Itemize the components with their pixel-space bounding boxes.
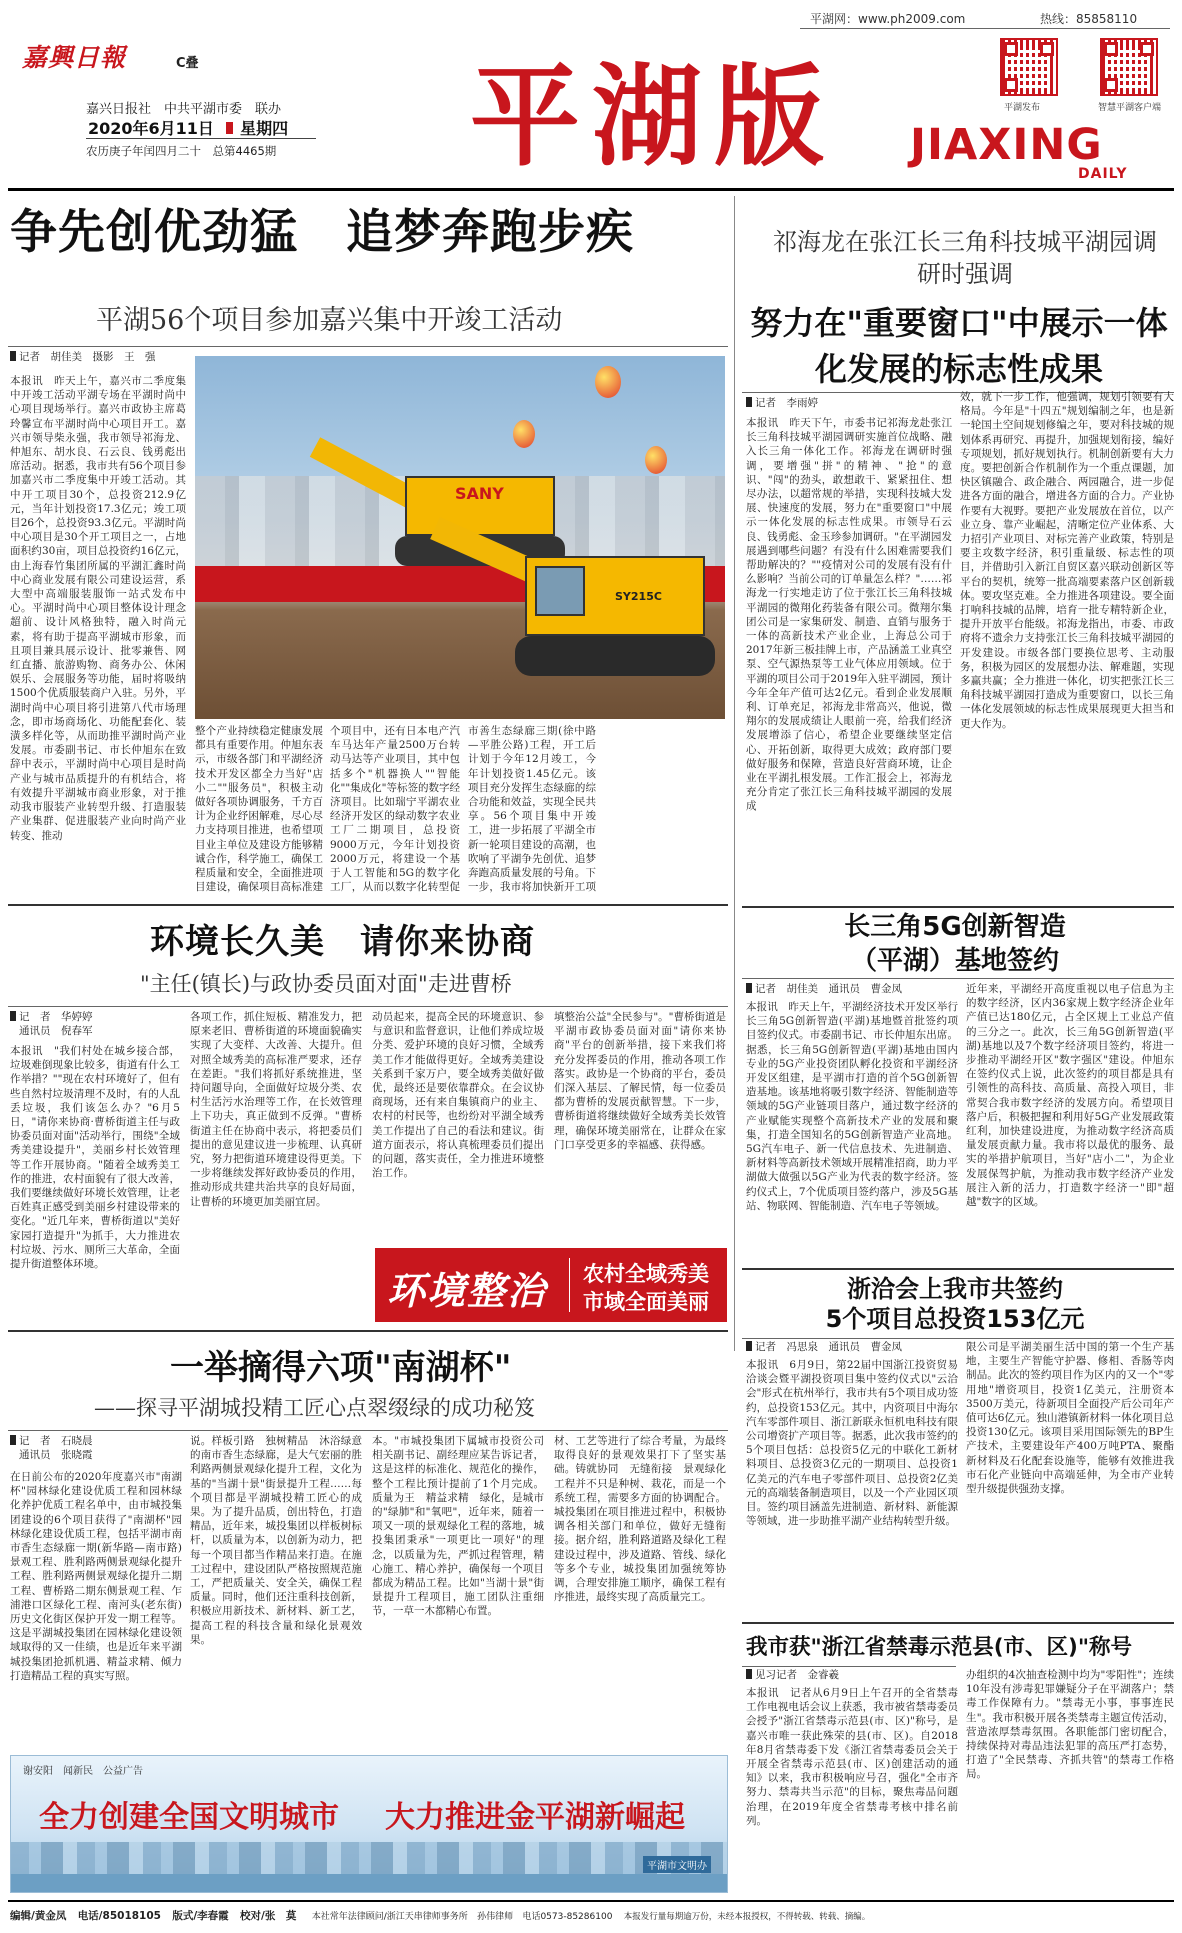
nanhu-column-4: 材、工艺等进行了综合考量，为最终取得良好的景观效果打下了坚实基础。铸就协同 无缝衔接 景观绿化工程并不只是种树、栽花，而是一个系统工程，需要多方面的协调配合。城投集团在项目推进过程中，积极协调各相关部门和单位，做好无缝衔接。据介绍，胜利路道路及绿化工程建设过程中，涉及道路、管线、绿化等多个专业，城投集团加强统筹协调，合理安排施工顺序，确保工程有序推进，最终实现了高质量完工。 bbox=[554, 1435, 726, 1604]
paper-logo-text: 嘉興日報 bbox=[22, 43, 127, 72]
footer-lawyer: 孙伟律师 bbox=[477, 1912, 514, 1922]
footer-editor: 编辑/黄金凤 bbox=[10, 1910, 67, 1922]
weekday-text: 星期四 bbox=[240, 119, 289, 138]
right4-headline: 我市获"浙江省禁毒示范县(市、区)"称号 bbox=[746, 1635, 1133, 1660]
nanhu-byline-2: 通讯员 张晓霞 bbox=[19, 1449, 93, 1461]
right1-column-1: 本报讯 昨天下午，市委书记祁海龙赴张江长三角科技城平湖园调研实施首位战略、融入长三角一体化工作。祁海龙在调研时强调，要增强"拼"的精神、"抢"的意识、"闯"的劲头，敢想敢干、紧紧扭住、想尽办法，以超常规的举措，实现科技城大发展、快速度的发展，努力在"重要窗口"中展示一体化发展的标志性成果。市领导石云良、钱勇彪、金玉珍参加调研。"在平湖园发展遇到哪些问题？有没有什么困难需要我们帮助解决的？""疫情对公司的发展有没有什么影响？当前公司的订单量怎么样？"……祁海龙一行实地走访了位于张江长三角科技城平湖园的微翔化药装备有限公司。微翔尔集团公司是一家集研发、制造、直销与服务于一体的高新技术产业企业，上海总公司于2017年新三板挂牌上市，产品涵盖工业真空泵、空气源热泵等工业气体应用领域。位于平湖的项目公司于2019年入驻平湖园，预计今年全年产值可达2亿元。看到企业发展顺利、订单充足，祁海龙非常高兴，他说，微翔尔的发展成绩让人眼前一亮，给我们经济发展增添了信心，希望企业要继续坚定信心、开拓创新，取得更大成效；政府部门要做好服务和保障，营造良好营商环境，让企业在平湖扎根发展。工作汇报会上，祁海龙充分肯定了张江长三角科技城平湖园的发展成 bbox=[746, 417, 952, 813]
right2-byline bbox=[746, 982, 902, 996]
nanhu-column-3: 本。"市城投集团下属城市投资公司相关副书记、副经理应某告诉记者，这是这样的标准化、规范化的操作，整个工程比预计提前了1个月完成。质量为王 精益求精 绿化，是城市的"绿肺"和"氧吧"，近年来，随着一项又一项的景观绿化工程的落地，城投集团秉承"一项更比一项好"的理念，以质量为先，严抓过程管理，精心施工、精心养护，确保每一个项目都成为精品工程。比如"当湖十景"街景提升工程项目，施工团队注重细节，一草一木都精心布置。 bbox=[372, 1435, 544, 1618]
footer-law: 本社常年法律顾问/浙江天串律师事务所 bbox=[311, 1912, 468, 1922]
sponsors: 嘉兴日报社 中共平湖市委 联办 bbox=[86, 102, 282, 117]
env-byline-1: 记 者 华婷婷 bbox=[19, 1011, 93, 1023]
lead-subheadline: 平湖56个项目参加嘉兴集中开竣工活动 bbox=[96, 305, 563, 336]
lead-headline: 争先创优劲猛 追梦奔跑步疾 bbox=[10, 205, 634, 260]
lead-column-2: 整个产业持续稳定健康发展都具有重要作用。仲旭东表示，市级各部门和平湖经济技术开发区都全力当好"店小二""服务员"，积极主动做好各项协调服务，千方百计为企业纾困解难，尽心尽力支持项目推进，也希望项目业主单位及建设方能够精诚合作，科学施工，确保工程质量和安全，全面推进项目建设，确保项目高标准建 bbox=[195, 725, 323, 894]
footer-note: 本报发行量每期逾万份，未经本报授权，不得转载、转载、摘编。 bbox=[623, 1912, 871, 1922]
byline-marker bbox=[746, 1341, 752, 1351]
nanhu-byline-1: 记 者 石晓晨 bbox=[19, 1435, 93, 1447]
lunar-date: 农历庚子年闰四月二十 总第4465期 bbox=[86, 144, 277, 158]
env-column-4: 填整治公益"全民参与"。"曹桥街道是平湖市政协委员面对面"请你来协商"平台的创新举措，接下来我们将充分发挥委员的作用，推动各项工作落实。政协是一个协商的平台，委员们深入基层、了解民情，每一位委员都为曹桥的发展贡献智慧。下一步，曹桥街道将继续做好全域秀美长效管理，确保环境美丽常在，让群众在家门口享受更多的幸福感、获得感。 bbox=[554, 1011, 726, 1151]
photo-balloon-1 bbox=[595, 366, 621, 398]
ad-tag: 平湖市文明办 bbox=[643, 1856, 711, 1873]
env-column-1: 本报讯 "我们村处在城乡接合部，垃圾难倒现象比较多，街道有什么工作举措？""现在农村环境好了，但有些自然村垃圾清理不及时，有的人乱丢垃圾，我们该怎么办？"6月5日，"请你来协商·曹桥街道主任与政协委员面对面"活动举行，围绕"全域秀美建设提升"，美丽乡村长效管理等工作开展协商。"随着全域秀美工作的推进，农村面貌有了很大改善，我们要继续做好环境长效管理，让老百姓真正感受到美丽乡村建设带来的变化。"近几年来，曹桥街道以"美好家园打造提升"为抓手，大力推进农村垃圾、污水、厕所三大革命，全面提升街道整体环境。 bbox=[10, 1045, 180, 1271]
masthead-rule bbox=[8, 188, 1174, 191]
footer-phone: 电话0573-85286100 bbox=[522, 1912, 613, 1922]
photo-balloon-2 bbox=[513, 420, 535, 448]
ad-slogan-left: 全力创建全国文明城市 bbox=[39, 1800, 339, 1835]
byline-marker bbox=[10, 351, 16, 361]
hotline-label: 热线：85858110 bbox=[1040, 12, 1138, 26]
photo-balloon-3 bbox=[645, 446, 667, 474]
lead-column-1: 本报讯 昨天上午，嘉兴市二季度集中开竣工活动平湖专场在平湖时尚中心项目现场举行。嘉兴市政协主席葛玲馨宣布平湖时尚中心项目开工。嘉兴市领导柴永强，我市领导祁海龙、仲旭东、胡水良、石云良、钱勇彪出席活动。据悉，我市共有56个项目参加嘉兴市二季度集中开竣工活动。其中开工项目30个，总投资212.9亿元，当年计划投资17.3亿元；竣工项目26个，总投资93.3亿元。平湖时尚中心项目是30个开工项目之一，占地面积约30亩，项目总投资约16亿元，由上海春竹集团所属的平湖汇鑫时尚中心商业发展有限公司建设运营，系大型中高端服装服饰一站式发布中心。平湖时尚中心项目整体设计理念超前、设计风格独特，融入时尚元素，将有助于提高平湖城市形象，而且项目兼具展示设计、批零兼售、网红直播、旅游购物、商务办公、休闲娱乐、会展服务等功能，届时将吸纳1500个优质服装商户入驻。另外，平湖时尚中心项目将引进第八代市场理念，即市场商场化、功能配套化、装潢多样化等，从而助推平湖时尚产业发展。市委副书记、市长仲旭东在致辞中表示，平湖时尚中心项目是时尚产业与城市品质提升的有机结合，将有效提升平湖城市商业形象，对于推动我市服装产业转型升级、打造服装产业集群、促进服装产业向时尚产业转变、推动 bbox=[10, 375, 186, 842]
nanhu-byline bbox=[10, 1434, 93, 1462]
right1-byline-text: 记者 李雨婷 bbox=[755, 397, 818, 409]
env-column-3: 动员起来，提高全民的环境意识、参与意识和监督意识，让他们养成垃圾分类、爱护环境的良好习惯，全域秀美工作才能做得更好。全域秀美建设关系到千家万户，要全域秀美做好做优，最终还是要依靠群众。在会议协商现场，还有来自集镇商户的业主、农村的村民等，也纷纷对平湖全域秀美工作提出了自己的看法和建议。街道方面表示，将认真梳理委员们提出的问题，落实责任，全力推进环境整治工作。 bbox=[372, 1011, 544, 1180]
edition-code: C叠 bbox=[176, 56, 199, 71]
right1-headline: 努力在"重要窗口"中展示一体化发展的标志性成果 bbox=[750, 304, 1168, 388]
website-label: 平湖网：www.ph2009.com bbox=[810, 12, 966, 26]
right3-column-1: 本报讯 6月9日，第22届中国浙江投资贸易洽谈会暨平湖投资项目集中签约仪式以"云洽会"形式在杭州举行，我市共有5个项目成功签约，总投资153亿元。其中，内资项目中海尔汽车零部件项目、浙江新联永恒机电科技有限公司增资扩产项目等。据悉，此次我市签约的5个项目包括：总投资5亿元的中联化工新材料项目、总投资3亿元的一期项目、总投资1亿美元的汽车电子零部件项目、总投资2亿美元的高端装备制造项目，以及一个产业园区项目。签约项目涵盖先进制造、新材料、新能源等领域，进一步助推平湖产业结构转型升级。 bbox=[746, 1359, 958, 1528]
right4-byline bbox=[746, 1668, 839, 1682]
env-byline-2: 通讯员 倪春军 bbox=[19, 1025, 93, 1037]
byline-marker bbox=[746, 1669, 752, 1679]
lead-photo bbox=[195, 356, 725, 719]
qr1-label: 平湖发布 bbox=[1004, 103, 1041, 113]
lead-column-5 bbox=[604, 724, 726, 894]
paper-logo bbox=[22, 38, 126, 74]
right2-column-1: 本报讯 昨天上午，平湖经济技术开发区举行长三角5G创新智造(平湖)基地暨首批签约项目签约仪式。市委副书记、市长仲旭东出席。据悉，长三角5G创新智造(平湖)基地由国内专业的5G产业投资团队孵化投资和平湖经济开发区组建，是平湖市打造的首个5G创新智造基地。该基地将吸引数字经济、智能制造等领域的5G产业链项目落户，通过数字经济的产业赋能实现整个高新技术产业的发展和聚集，打造全国知名的5G创新智造产业高地。5G汽车电子、新一代信息技术、先进制造、新材料等高新技术领域开展精准招商，助力平湖做大做强以5G产业为代表的数字经济。签约仪式上，7个优质项目签约落户，涉及5G基站、物联网、智能制造、汽车电子等领域。 bbox=[746, 1001, 958, 1212]
nanhu-subheadline: ——探寻平湖城投精工匠心点翠缀绿的成功秘笈 bbox=[94, 1396, 535, 1420]
right4-column-2: 办组织的4次抽查检测中均为"零阳性"；连续10年没有涉毒犯罪嫌疑分子在平湖落户；禁毒工作保障有力。"禁毒无小事，事事连民生"。我市积极开展各类禁毒主题宣传活动，营造浓厚禁毒氛围。各职能部门密切配合，持续保持对毒品违法犯罪的高压严打态势，打造了"全民禁毒、齐抓共管"的禁毒工作格局。 bbox=[966, 1669, 1174, 1781]
nanhu-column-1: 在日前公布的2020年度嘉兴市"南湖杯"园林绿化建设优质工程和园林绿化养护优质工程名单中，由市城投集团建设的6个项目获得了"南湖杯"园林绿化建设优质工程，包括平湖市南市香生态绿廊一期(新华路—南市路)景观工程、胜利路两侧景观绿化提升工程、胜利路两侧景观绿化提升二期工程、曹桥路二期东侧景观工程、乍浦港口区绿化工程、南河头(老东街)历史文化街区保护开发一期工程等。这是平湖城投集团在园林绿化建设领域取得的又一佳绩，也是近年来平湖城投集团抢抓机遇、精益求精、倾力打造精品工程的真实写照。 bbox=[10, 1471, 182, 1682]
right2-column-2: 近年来，平湖经开高度重视以电子信息为主的数字经济，区内36家规上数字经济企业年产值已达180亿元，占全区规上工业总产值的三分之一。此次，长三角5G创新智造(平湖)基地以及7个数字经济项目签约，将进一步推动平湖经开区"数字强区"建设。仲旭东在签约仪式上说，此次签约的项目都是具有引领性的高科技、高质量、高投入项目，非常契合我市数字经济的发展方向。希望项目落户后，积极把握和利用好5G产业发展政策红利，加快建设进度，为推动数字经济高质量发展贡献力量。我市将以最优的服务、最实的举措护航项目，当好"店小二"，为企业发展保驾护航，为推动我市数字经济产业发展注入新的活力，打造数字经济一"即"超越"数字的区域。 bbox=[966, 983, 1174, 1209]
qr2-label: 智慧平湖客户端 bbox=[1098, 103, 1162, 113]
env-headline: 环境长久美 请你来协商 bbox=[150, 922, 535, 962]
ad-small-label: 谢安阳 闻新民 公益广告 bbox=[23, 1766, 143, 1777]
footer-proof: 校对/张 莫 bbox=[240, 1910, 297, 1922]
nanhu-headline: 一举摘得六项"南湖杯" bbox=[170, 1348, 512, 1388]
env-banner-line-2: 市域全面美丽 bbox=[583, 1290, 709, 1314]
footer bbox=[10, 1908, 1174, 1923]
env-byline bbox=[10, 1010, 93, 1038]
byline-marker bbox=[746, 983, 752, 993]
date-text: 2020年6月11日 bbox=[88, 119, 214, 138]
env-subheadline: "主任(镇长)与政协委员面对面"走进曹桥 bbox=[140, 972, 512, 996]
right2-byline-text: 记者 胡佳美 通讯员 曹金凤 bbox=[755, 983, 902, 995]
right1-subheadline: 祁海龙在张江长三角科技城平湖园调研时强调 bbox=[773, 228, 1157, 288]
photo-excavator-2: SY215C bbox=[425, 506, 715, 696]
right3-headline-1: 浙洽会上我市共签约 bbox=[847, 1275, 1063, 1303]
right2-headline: 长三角5G创新智造（平湖）基地签约 bbox=[844, 912, 1066, 976]
qr-code-fabu bbox=[1000, 38, 1058, 96]
lead-byline bbox=[10, 350, 156, 364]
right3-byline-text: 记者 冯思泉 通讯员 曹金凤 bbox=[755, 1341, 902, 1353]
daily-wordmark: DAILY bbox=[1078, 166, 1128, 182]
ad-water bbox=[11, 1874, 728, 1893]
footer-layout: 版式/李春霞 bbox=[172, 1910, 229, 1922]
right1-byline bbox=[746, 396, 818, 410]
photo-excavator-1: SANY bbox=[315, 436, 575, 606]
edition-title: 平湖版 bbox=[470, 52, 836, 181]
weekday-marker bbox=[226, 122, 233, 134]
nanhu-column-2: 说。样板引路 独树精品 沐浴绿意的南市香生态绿廊，是大气宏丽的胜利路两侧景观绿化提升工程，文化为基的"当湖十景"街景提升工程……每个项目都是平湖城投精工匠心的成果。为了提升品质，创出特色，打造精品，近年来，城投集团以样板树标杆，以质量为本，以创新为动力，把每一个项目都当作精品来打造。在施工过程中，建设团队严格按照规范施工，严把质量关、安全关，确保工程质量。同时，他们还注重科技创新，积极应用新技术、新材料、新工艺，提高工程的科技含量和绿化景观效果。 bbox=[190, 1435, 362, 1646]
lead-byline-text: 记者 胡佳美 摄影 王 强 bbox=[19, 351, 156, 363]
env-banner bbox=[375, 1248, 727, 1322]
qr-code-app bbox=[1100, 38, 1158, 96]
env-banner-calligraphy: 环境整治 bbox=[387, 1268, 548, 1313]
right3-headline-2: 5个项目总投资153亿元 bbox=[825, 1305, 1085, 1333]
ad-slogan-right: 大力推进金平湖新崛起 bbox=[385, 1800, 685, 1835]
right4-byline-text: 见习记者 金睿羲 bbox=[755, 1669, 839, 1681]
byline-marker bbox=[10, 1435, 16, 1445]
right1-column-2: 效，就下一步工作，他强调，规划引领要有大格局。今年是"十四五"规划编制之年，也是新一轮国土空间规划修编之年，要对科技城的规划体系再研究、再提升，加强规划衔接，编好专项规划，抓好规划执行。机制创新要有大力度。要把创新合作机制作为一个重点课题，加快区镇融合、政企融合、两园融合，进一步促进各方面的融合，增进各方面的合力。产业协作要有大视野。要把产业发展放在首位，以产业立身、靠产业崛起，清晰定位产业体系、大力招引产业项目、对标完善产业政策，特别是要主攻数字经济，积引重量级、标志性的项目，并借助引入新江自贸区嘉兴联动创新区等平台的契机，统筹一批高端要素落户区创新载体。要攻坚克难。全力推进各项建设。要全面打响科技城的品牌，培育一批专精特新企业，提升开放平台能级。祁海龙指出，市委、市政府将不遗余力支持张江长三角科技城平湖园的开发建设。市级各部门要换位思考、主动服务，积极为园区的发展想办法、解难题，实现多赢共赢；全力推进一体化，切实把张江长三角科技城平湖园打造成为重要窗口，以长三角一体化发展领域的标志性成果展现更大担当和更大作为。 bbox=[960, 391, 1174, 730]
civilization-ad bbox=[10, 1755, 728, 1893]
byline-marker bbox=[10, 1011, 16, 1021]
lead-column-3: 个项目中，还有日本电产汽车马达年产量2500万台转动马达等产业项目，其中包括多个"机器换人""智能化""集成化"等标签的数字经济项目。比如瑞宁平湖农业经济开发区的绿动数字农业工厂二期项目，总投资9000万元，今年计划投资2000万元，将建设一个基于人工智能和5G的数字化工厂，从而以数字化转型促 bbox=[330, 725, 460, 894]
issue-date bbox=[88, 116, 288, 139]
jiaxing-wordmark: JIAXING bbox=[910, 120, 1103, 170]
lead-column-4: 市善生态绿廊三期(徐中路—平胜公路)工程，开工后计划于今年12月竣工，今年计划投资1.45亿元。该项目充分发挥生态绿廊的综合功能和效益，实现全民共享。56个项目集中开竣工，进一步拓展了平湖全市新一轮项目建设的高潮，也吹响了平湖争先创优、追梦奔跑高质量发展的号角。下一步，我市将加快新开工项 bbox=[468, 725, 596, 894]
env-banner-line-1: 农村全域秀美 bbox=[583, 1262, 709, 1286]
masthead bbox=[0, 0, 1182, 190]
right3-byline bbox=[746, 1340, 902, 1354]
footer-tel: 电话/85018105 bbox=[77, 1910, 161, 1922]
right3-column-2: 限公司是平湖美丽生活中国的第一个生产基地，主要生产智能守护器、修相、香肠等肉制品。此次的签约项目作为区内的又一个"零用地"增资项目，投资1亿美元，注册资本3500万美元，待新项目全面投产后公司年产值可达6亿元。独山港镇新材料一体化项目总投资130亿元。该项目采用国际领先的BP生产技术，主要建设年产400万吨PTA、聚酯新材料及石化配套设施等，能够有效推进我市石化产业链向中高端延伸，为全市产业转型升级提供强劲支撑。 bbox=[966, 1341, 1174, 1496]
byline-marker bbox=[746, 397, 752, 407]
env-column-2: 各项工作，抓住短板、精准发力，把原来老旧、曹桥街道的环境面貌确实实现了大变样、大改善、大提升。但对照全域秀美的高标准严要求，还存在差距。"我们将抓好系统推进，坚持问题导向，全面做好垃圾分类、农村生活污水治理等工作，在长效管理上下功夫，真正做到不反弹。"曹桥街道主任在协商中表示，将把委员们提出的意见建议进一步梳理、认真研究，努力把街道环境建设得更美。下一步将继续发挥好政协委员的作用，推动形成共建共治共享的良好局面，让曹桥的环境更加美丽宜居。 bbox=[190, 1011, 362, 1208]
right4-column-1: 本报讯 记者从6月9日上午召开的全省禁毒工作电视电话会议上获悉，我市被省禁毒委员会授予"浙江省禁毒示范县(市、区)"称号，是嘉兴市唯一获此殊荣的县(市、区)。自2018年8月省禁毒委下发《浙江省禁毒委员会关于开展全省禁毒示范县(市、区)创建活动的通知》以来，我市积极响应号召，强化"全市齐努力、禁毒共当示范"的目标，聚焦毒品问题治理，在2019年度全省禁毒考核中排名前列。 bbox=[746, 1687, 958, 1827]
footer-rule bbox=[8, 1900, 1174, 1902]
